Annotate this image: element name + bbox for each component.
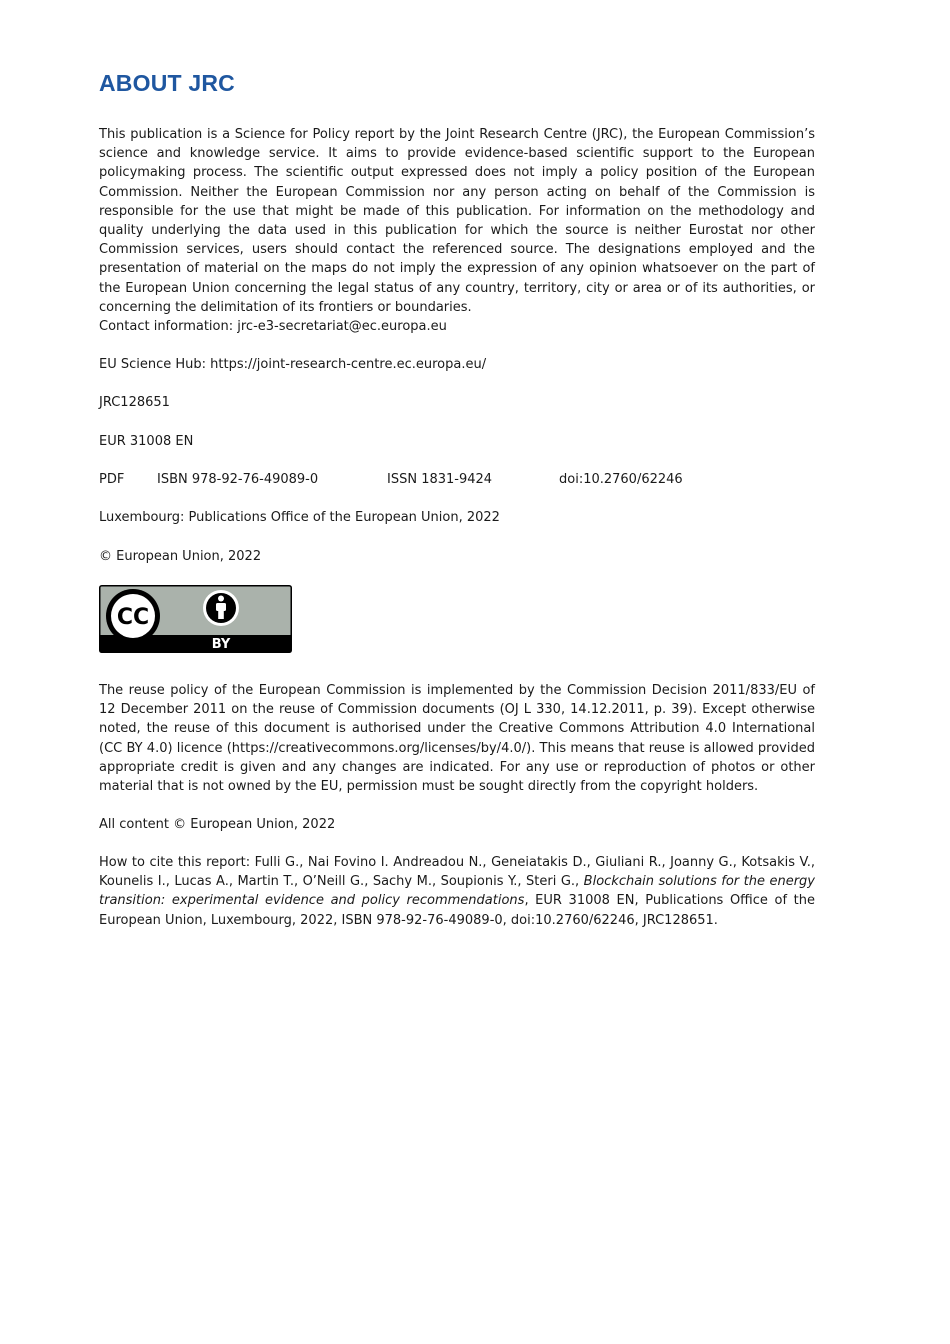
about-paragraph: This publication is a Science for Policy report by the Joint Research Centre (JRC), the European Commission’s science and knowledge service. It aims to provide evidence-based scientific support to the European policymaking process. The scientific output expressed does not imply a policy position of the European Commission. Neither the European Commission nor any person acting on behalf of the Commission is responsible for the use that might be made of this publication. For information on the methodology and quality underlying the data used in this publication for which the source is neither Eurostat nor other Commission services, users should contact the referenced source. The designations employed and the presentation of material on the maps do not imply the expression of any opinion whatsoever on the part of the European Union concerning the legal status of any country, territory, city or area or of its authorities, or concerning the delimitation of its frontiers or boundaries. bbox=[99, 127, 815, 315]
by-label: BY bbox=[211, 637, 231, 652]
pdf-identifiers-row bbox=[99, 470, 815, 489]
citation-paragraph bbox=[99, 853, 815, 930]
cc-icon bbox=[106, 589, 160, 643]
publisher-line: Luxembourg: Publications Office of the European Union, 2022 bbox=[99, 510, 500, 525]
science-hub-link: EU Science Hub: https://joint-research-centre.ec.europa.eu/ bbox=[99, 357, 487, 372]
jrc-number: JRC128651 bbox=[99, 395, 170, 410]
cc-by-licence-badge bbox=[99, 585, 292, 653]
citation-title: Blockchain solutions for the energy transition: experimental evidence and policy recommendations bbox=[99, 874, 815, 909]
reuse-policy-paragraph: The reuse policy of the European Commission is implemented by the Commission Decision 2011/833/EU of 12 December 2011 on the reuse of Commission documents (OJ L 330, 14.12.2011, p. 39). Except otherwise noted, the reuse of this document is authorised under the Creative Commons Attribution 4.0 International (CC BY 4.0) licence (https://creativecommons.org/licenses/by/4.0/). This means that reuse is allowed provided appropriate credit is given and any changes are indicated. For any use or reproduction of photos or other material that is not owned by the EU, permission must be sought directly from the copyright holders. bbox=[99, 683, 815, 795]
eur-number: EUR 31008 EN bbox=[99, 434, 194, 449]
contact-information: Contact information: jrc-e3-secretariat@ec.europa.eu bbox=[99, 319, 447, 334]
citation-details: , EUR 31008 EN, Publications Office of the European Union, Luxembourg, 2022, ISBN 978-92-76-49089-0, doi:10.2760/62246, JRC128651. bbox=[99, 893, 815, 928]
all-content-copyright: All content © European Union, 2022 bbox=[99, 817, 336, 832]
attribution-person-icon bbox=[203, 590, 239, 626]
issn-number: ISSN 1831-9424 bbox=[387, 472, 493, 487]
citation-authors: How to cite this report: Fulli G., Nai Fovino I. Andreadou N., Geneiatakis D., Giuliani R., Joanny G., Kotsakis V., Kounelis I., Lucas A., Martin T., O’Neill G., Sachy M., Soupionis Y., Steri G., bbox=[99, 855, 815, 890]
page-title: ABOUT JRC bbox=[99, 70, 235, 96]
isbn-number: ISBN 978-92-76-49089-0 bbox=[157, 472, 319, 487]
copyright-line: © European Union, 2022 bbox=[99, 549, 262, 564]
pdf-format-label: PDF bbox=[99, 472, 125, 487]
doi-number: doi:10.2760/62246 bbox=[559, 472, 683, 487]
cc-icon-text: CC bbox=[116, 605, 150, 630]
